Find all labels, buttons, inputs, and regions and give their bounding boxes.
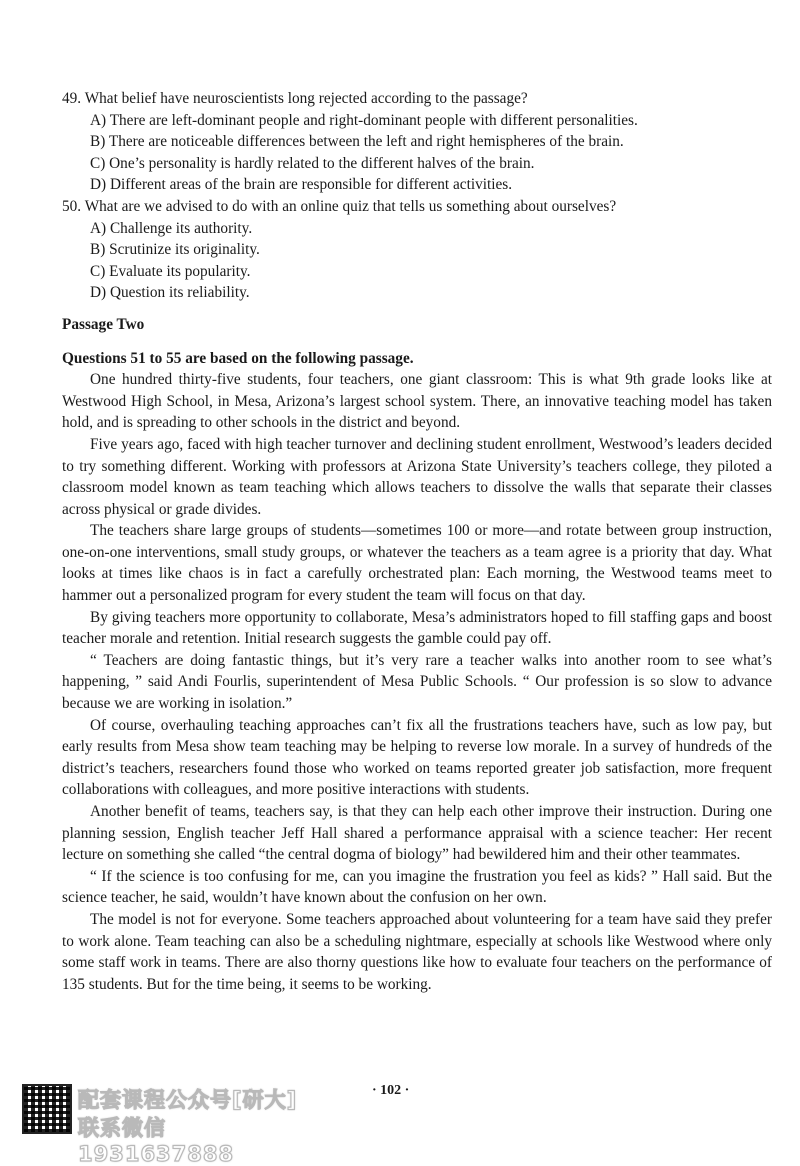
qr-code-icon: [22, 1084, 72, 1134]
question-49: [62, 88, 772, 196]
passage-paragraph: The model is not for everyone. Some teachers approached about volunteering for a team have said they prefer to work alone. Team teaching can also be a scheduling nightmare, especially at schools like Westwood where only some staff work in teams. There are also thorny questions like how to evaluate four teachers on the performance of 135 students. But for the time being, it seems to be working.: [62, 910, 772, 993]
option-a: A) Challenge its authority.: [90, 219, 253, 237]
passage-paragraph: “ Teachers are doing fantastic things, but it’s very rare a teacher walks into another room to see what’s happening, ” said Andi Fourlis, superintendent of Mesa Public Schools. “ Our profession is so slow to advance because we are working in isolation.”: [62, 651, 772, 713]
passage-paragraph: “ If the science is too confusing for me, can you imagine the frustration you feel as kids? ” Hall said. But the science teacher, he said, wouldn’t have known about the confusion on her own.: [62, 867, 772, 907]
option-b: B) There are noticeable differences between the left and right hemispheres of the brain.: [90, 133, 624, 151]
question-number: 49.: [62, 90, 82, 107]
page-number: · 102 ·: [372, 1083, 410, 1098]
content-block: [62, 88, 772, 995]
passage-subtitle: Questions 51 to 55 are based on the following passage.: [62, 349, 414, 367]
option-d: D) Different areas of the brain are responsible for different activities.: [90, 176, 513, 194]
watermark-line-1: 配套课程公众号[研大]: [78, 1088, 298, 1112]
passage-title: Passage Two: [62, 315, 145, 333]
option-c: C) Evaluate its popularity.: [90, 262, 251, 280]
passage-paragraph: By giving teachers more opportunity to collaborate, Mesa’s administrators hoped to fill staffing gaps and boost teacher morale and retention. Initial research suggests the gamble could pay off.: [62, 608, 772, 648]
watermark: [22, 1082, 322, 1166]
option-d: D) Question its reliability.: [90, 284, 250, 302]
passage-paragraph: One hundred thirty-five students, four teachers, one giant classroom: This is what 9th grade looks like at Westwood High School, in Mesa, Arizona’s largest school system. There, an innovative teaching model has taken hold, and is spreading to other schools in the district and beyond.: [62, 371, 772, 432]
option-a: A) There are left-dominant people and right-dominant people with different personalities.: [90, 111, 638, 129]
option-b: B) Scrutinize its originality.: [90, 241, 260, 259]
option-c: C) One’s personality is hardly related to the different halves of the brain.: [90, 154, 535, 172]
question-number: 50.: [62, 197, 82, 215]
passage-body: [62, 369, 772, 995]
watermark-line-2: 联系微信1931637888: [78, 1116, 235, 1166]
question-text: What are we advised to do with an online quiz that tells us something about ourselves?: [84, 197, 617, 215]
passage-paragraph: Five years ago, faced with high teacher turnover and declining student enrollment, Westwood’s leaders decided to try something different. Working with professors at Arizona State University’s teachers college, they piloted a classroom model known as team teaching which allows teachers to dissolve the walls that separate their classes across physical or grade divides.: [62, 435, 772, 518]
passage-paragraph: Of course, overhauling teaching approaches can’t fix all the frustrations teachers have, such as low pay, but early results from Mesa show team teaching may be helping to reverse low morale. In a survey of hundreds of the district’s teachers, researchers found those who worked on teams reported greater job satisfaction, more frequent collaborations with colleagues, and more positive interactions with students.: [62, 716, 772, 799]
passage-paragraph: The teachers share large groups of students—sometimes 100 or more—and rotate between group instruction, one-on-one interventions, small study groups, or whatever the teachers as a team agree is a priority that day. What looks at times like chaos is in fact a carefully orchestrated plan: Each morning, the Westwood teams meet to hammer out a personalized program for every student the team will focus on that day.: [62, 522, 772, 605]
question-text: What belief have neuroscientists long rejected according to the passage?: [84, 90, 528, 107]
question-50: [62, 196, 772, 304]
passage-paragraph: Another benefit of teams, teachers say, is that they can help each other improve their instruction. During one planning session, English teacher Jeff Hall shared a performance appraisal with a science teacher: Her recent lecture on something she called “the central dogma of biology” had bewildered him and their other teammates.: [62, 803, 772, 864]
